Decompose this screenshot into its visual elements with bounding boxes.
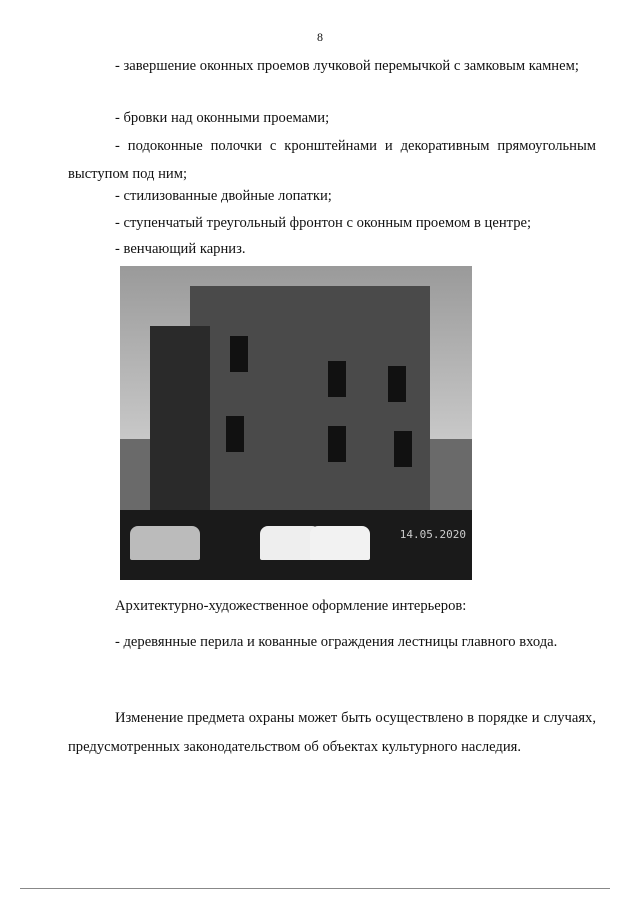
photo-timestamp: 14.05.2020	[399, 528, 466, 541]
closing-paragraph: Изменение предмета охраны может быть осуществлено в порядке и случаях, предусмотренных законодательством об объектах культурного наследия.	[68, 710, 596, 755]
section-heading: Архитектурно-художественное оформление интерьеров:	[115, 598, 467, 614]
paragraph: - завершение оконных проемов лучковой перемычкой с замковым камнем;	[115, 58, 579, 74]
page-number: 8	[317, 30, 323, 44]
paragraph: - стилизованные двойные лопатки;	[115, 188, 332, 204]
footer-rule	[20, 888, 610, 889]
paragraph: - ступенчатый треугольный фронтон с оконным проемом в центре;	[115, 215, 532, 231]
paragraph: - деревянные перила и кованные ограждения лестницы главного входа.	[115, 634, 558, 650]
paragraph: - бровки над оконными проемами;	[115, 110, 330, 126]
paragraph: - венчающий карниз.	[115, 241, 246, 257]
building-photo	[120, 266, 472, 580]
paragraph: - подоконные полочки с кронштейнами и декоративным прямоугольным выступом под ним;	[68, 138, 596, 182]
